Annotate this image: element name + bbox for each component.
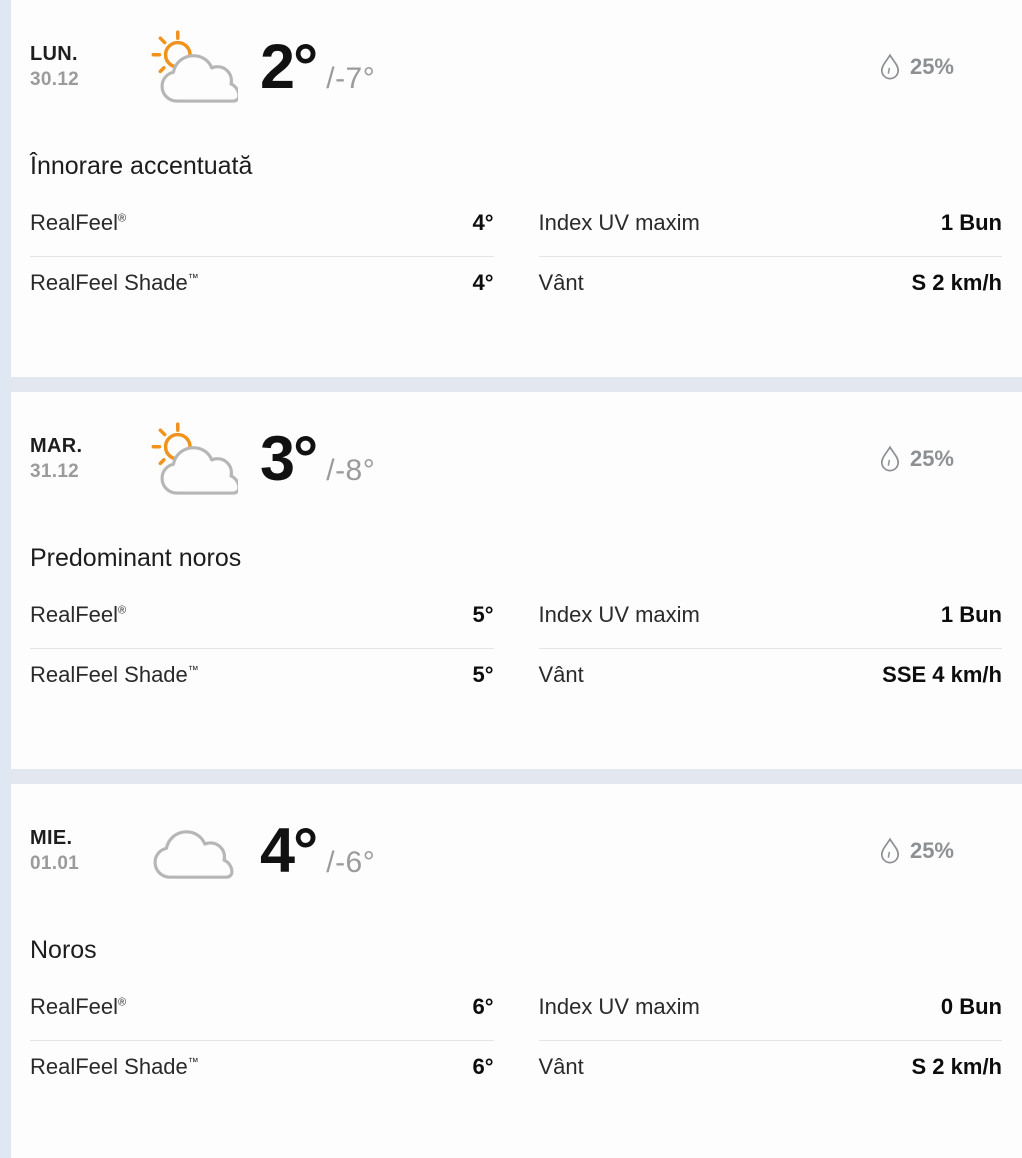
day-date: 31.12 (30, 461, 80, 482)
precipitation (878, 445, 954, 473)
weather-description: Predominant noros (30, 544, 242, 572)
temp-low: /-6° (326, 845, 376, 879)
detail-value: 6° (472, 1054, 494, 1079)
detail-grid (30, 197, 1002, 316)
droplet-icon (878, 53, 902, 81)
detail-col-right (539, 981, 1003, 1100)
detail-label: RealFeel Shade™ (30, 270, 199, 295)
day-date: 30.12 (30, 69, 80, 90)
trademark-mark: ™ (187, 272, 199, 285)
detail-row-uv (539, 589, 1003, 649)
detail-row-realfeel-shade (30, 649, 494, 708)
cloud-icon (142, 807, 238, 895)
precip-value: 25% (909, 446, 954, 471)
detail-row-realfeel (30, 589, 494, 649)
temperature-block (260, 815, 376, 886)
partly-sunny-icon (142, 23, 238, 111)
detail-label: Vânt (538, 270, 584, 295)
detail-value: 4° (472, 270, 494, 295)
card-header (30, 22, 1002, 112)
detail-label: RealFeel Shade™ (30, 662, 199, 687)
detail-value: 5° (472, 662, 494, 687)
day-date: 01.01 (30, 853, 80, 874)
detail-row-wind (539, 257, 1003, 316)
detail-row-realfeel (30, 981, 494, 1041)
detail-grid (30, 589, 1002, 708)
left-gutter (0, 0, 11, 1158)
day-card[interactable] (11, 392, 1022, 769)
detail-value: S 2 km/h (911, 1054, 1002, 1079)
temp-high: 4° (260, 815, 317, 886)
day-card[interactable] (11, 0, 1022, 377)
trademark-mark: ™ (187, 664, 199, 677)
weather-description: Înnorare accentuată (30, 152, 253, 180)
day-name: LUN. (30, 43, 78, 65)
detail-value: 1 Bun (940, 210, 1002, 235)
weather-description: Noros (30, 936, 97, 964)
detail-col-left (30, 981, 494, 1100)
precip-value: 25% (909, 54, 954, 79)
droplet-icon (878, 445, 902, 473)
detail-row-realfeel (30, 197, 494, 257)
day-date-block (30, 827, 108, 875)
detail-value: S 2 km/h (911, 270, 1002, 295)
detail-col-left (30, 197, 494, 316)
detail-label: Index UV maxim (538, 210, 700, 235)
detail-row-uv (539, 981, 1003, 1041)
day-name: MIE. (30, 827, 73, 849)
detail-label: RealFeel® (30, 994, 127, 1019)
detail-row-uv (539, 197, 1003, 257)
detail-value: 0 Bun (940, 994, 1002, 1019)
detail-col-right (539, 589, 1003, 708)
detail-label: RealFeel® (30, 210, 127, 235)
detail-value: 4° (472, 210, 494, 235)
detail-value: SSE 4 km/h (882, 662, 1002, 687)
detail-label: RealFeel Shade™ (30, 1054, 199, 1079)
trademark-mark: ® (118, 996, 127, 1009)
day-card[interactable] (11, 784, 1022, 1158)
partly-sunny-icon (142, 415, 238, 503)
trademark-mark: ® (118, 604, 127, 617)
detail-row-wind (539, 649, 1003, 708)
detail-col-right (539, 197, 1003, 316)
detail-label: Index UV maxim (538, 994, 700, 1019)
detail-label: RealFeel® (30, 602, 127, 627)
precip-value: 25% (909, 838, 954, 863)
temp-high: 3° (260, 423, 317, 494)
temp-low: /-7° (326, 61, 376, 95)
detail-grid (30, 981, 1002, 1100)
precipitation (878, 53, 954, 81)
detail-value: 1 Bun (940, 602, 1002, 627)
trademark-mark: ™ (187, 1056, 199, 1069)
trademark-mark: ® (118, 212, 127, 225)
detail-label: Vânt (538, 1054, 584, 1079)
detail-label: Vânt (538, 662, 584, 687)
detail-row-realfeel-shade (30, 257, 494, 316)
precipitation (878, 837, 954, 865)
temp-high: 2° (260, 31, 317, 102)
forecast-card-list (11, 0, 1022, 1158)
droplet-icon (878, 837, 902, 865)
temperature-block (260, 423, 376, 494)
detail-value: 6° (472, 994, 494, 1019)
detail-label: Index UV maxim (538, 602, 700, 627)
day-date-block (30, 435, 108, 483)
temperature-block (260, 31, 376, 102)
card-header (30, 806, 1002, 896)
detail-row-realfeel-shade (30, 1041, 494, 1100)
day-date-block (30, 43, 108, 91)
card-header (30, 414, 1002, 504)
detail-value: 5° (472, 602, 494, 627)
day-name: MAR. (30, 435, 83, 457)
temp-low: /-8° (326, 453, 376, 487)
detail-col-left (30, 589, 494, 708)
detail-row-wind (539, 1041, 1003, 1100)
